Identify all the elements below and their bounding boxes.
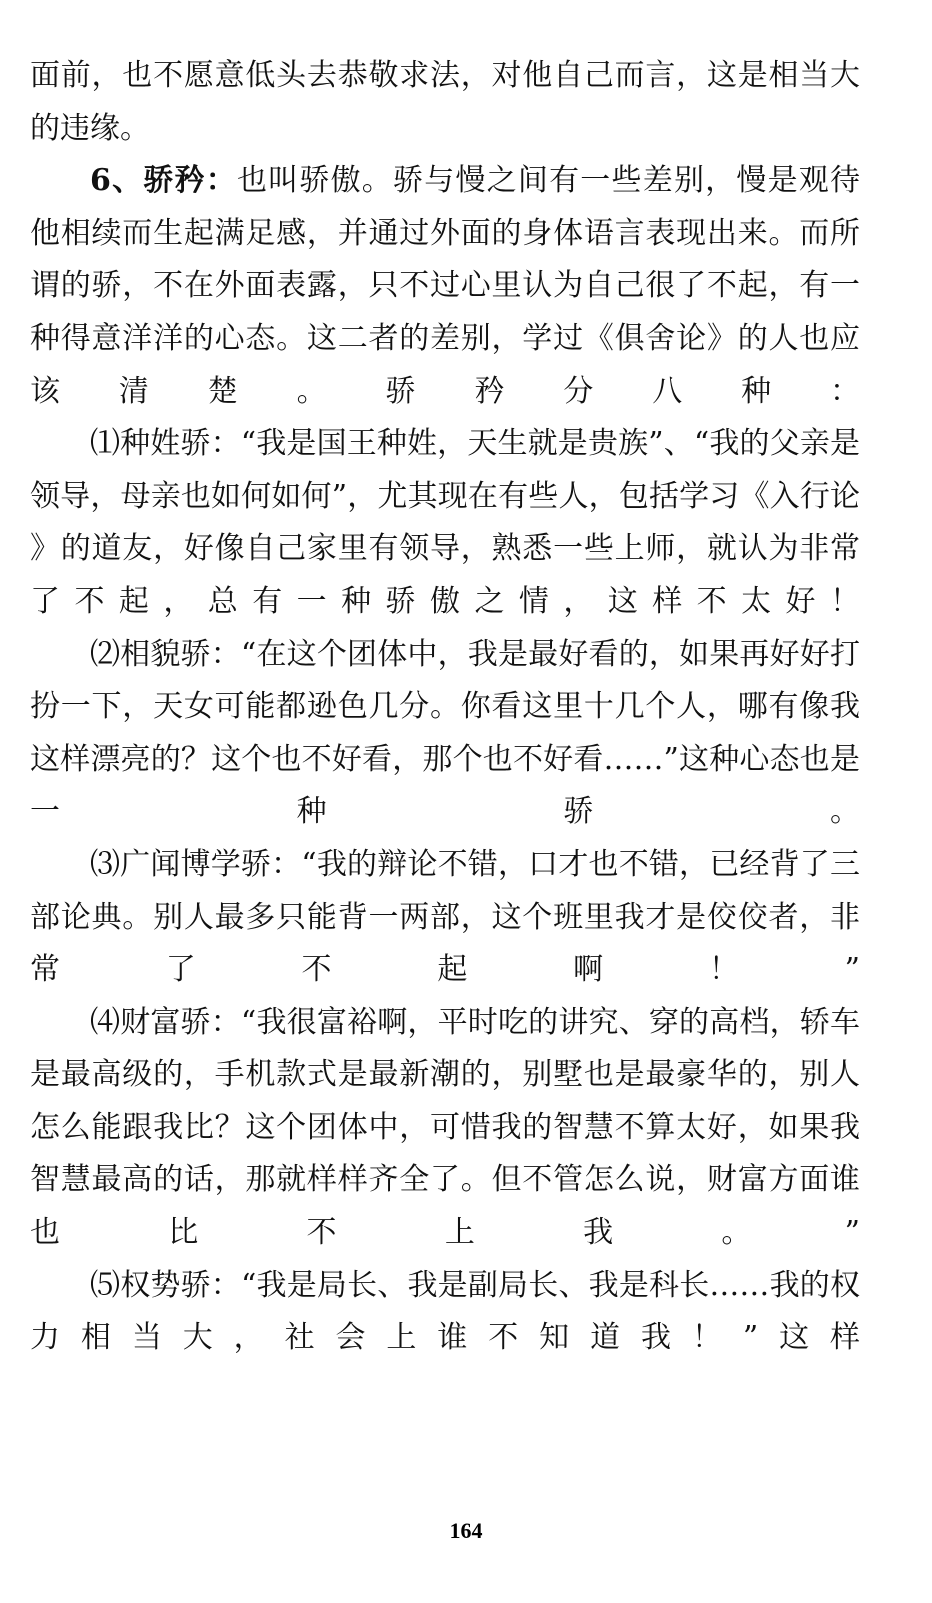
paragraph-learning-pride [30,839,860,997]
paragraph-text: ⑶广闻博学骄：“我的辩论不错，口才也不错，已经背了三部论典。别人最多只能背一两部，这个班里我才是佼佼者，非常了不起啊！” [30,846,860,988]
page-number: 164 [449,1518,483,1543]
page-body [30,50,860,1365]
paragraph-text: ⑸权势骄：“我是局长、我是副局长、我是科长……我的权力相当大，社会上谁不知道我！”这样 [30,1267,860,1356]
paragraph-text: ⑷财富骄：“我很富裕啊，平时吃的讲究、穿的高档，轿车是最高级的，手机款式是最新潮的，别墅也是最豪华的，别人怎么能跟我比？这个团体中，可惜我的智慧不算太好，如果我智慧最高的话，那就样样齐全了。但不管怎么说，财富方面谁也比不上我。” [30,1004,860,1251]
section-heading: 6、骄矜： [90,163,237,199]
paragraph-continuation [30,50,860,155]
paragraph-lineage-pride [30,418,860,628]
paragraph-appearance-pride [30,629,860,839]
paragraph-text: ⑵相貌骄：“在这个团体中，我是最好看的，如果再好好打扮一下，天女可能都逊色几分。你看这里十几个人，哪有像我这样漂亮的？这个也不好看，那个也不好看……”这种心态也是一种骄。 [30,636,860,830]
paragraph-wealth-pride [30,997,860,1260]
paragraph-power-pride [30,1260,860,1365]
paragraph-text: 也叫骄傲。骄与慢之间有一些差别，慢是观待他相续而生起满足感，并通过外面的身体语言表现出来。而所谓的骄，不在外面表露，只不过心里认为自己很了不起，有一种得意洋洋的心态。这二者的差别，学过《俱舍论》的人也应该清楚。骄矜分八种： [30,163,861,409]
paragraph-text: 面前，也不愿意低头去恭敬求法，对他自己而言，这是相当大的违缘。 [30,58,860,146]
paragraph-text: ⑴种姓骄：“我是国王种姓，天生就是贵族”、“我的父亲是领导，母亲也如何如何”，尤其现在有些人，包括学习《入行论》的道友，好像自己家里有领导，熟悉一些上师，就认为非常了不起，总有一种骄傲之情，这样不太好！ [30,426,860,619]
paragraph-arrogance [30,155,860,418]
